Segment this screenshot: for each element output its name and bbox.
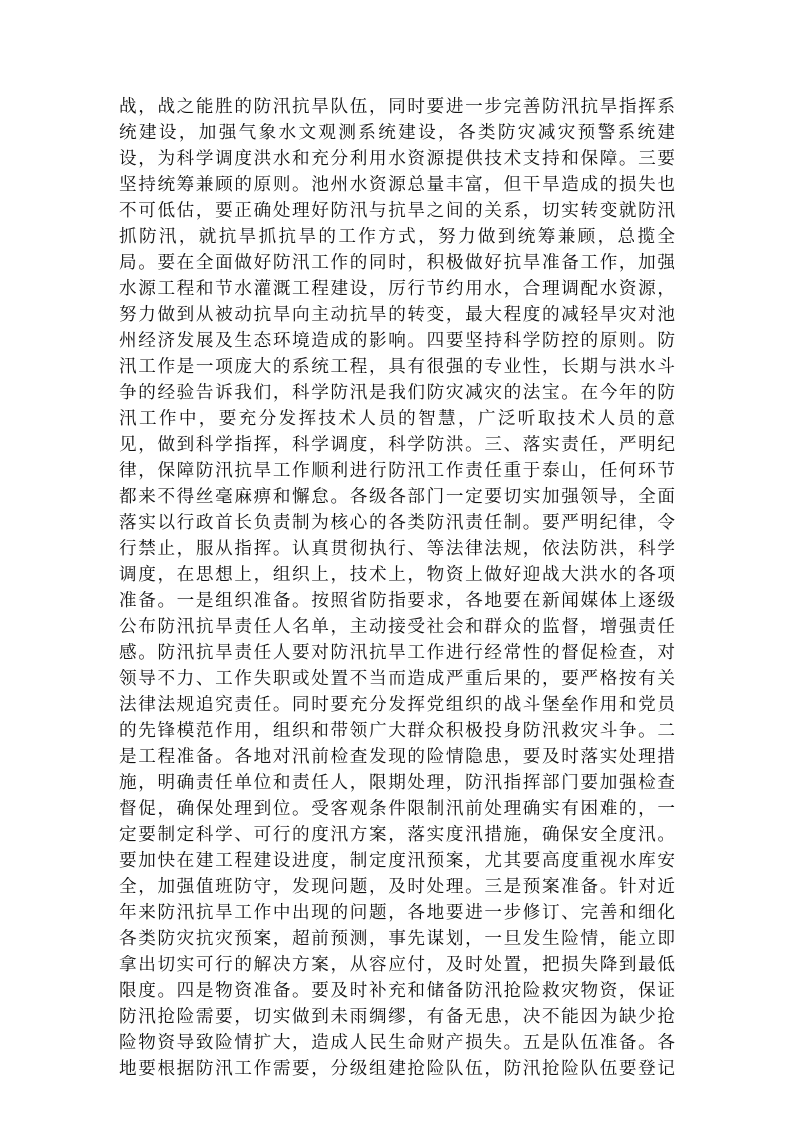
text-line: 领导不力、工作失职或处置不当而造成严重后果的，要严格按有关 <box>119 669 675 689</box>
text-line: 感。防汛抗旱责任人要对防汛抗旱工作进行经常性的督促检查，对 <box>119 643 675 663</box>
text-line: 统建设，加强气象水文观测系统建设，各类防灾减灾预警系统建 <box>119 123 675 143</box>
text-line: 抓防汛，就抗旱抓抗旱的工作方式，努力做到统筹兼顾，总揽全 <box>119 227 675 247</box>
text-line: 督促，确保处理到位。受客观条件限制汛前处理确实有困难的，一 <box>119 799 675 819</box>
text-line: 行禁止，服从指挥。认真贯彻执行、等法律法规，依法防洪，科学 <box>119 539 675 559</box>
text-line: 落实以行政首长负责制为核心的各类防汛责任制。要严明纪律，令 <box>119 513 675 533</box>
text-line: 险物资导致险情扩大，造成人民生命财产损失。五是队伍准备。各 <box>119 1033 675 1053</box>
text-line: 限度。四是物资准备。要及时补充和储备防汛抢险救灾物资，保证 <box>119 981 675 1001</box>
text-line: 各类防灾抗灾预案，超前预测，事先谋划，一旦发生险情，能立即 <box>119 929 675 949</box>
text-line: 公布防汛抗旱责任人名单，主动接受社会和群众的监督，增强责任 <box>119 617 675 637</box>
text-line: 汛工作是一项庞大的系统工程，具有很强的专业性，长期与洪水斗 <box>119 357 675 377</box>
text-line: 见，做到科学指挥，科学调度，科学防洪。三、落实责任，严明纪 <box>119 435 675 455</box>
text-line: 法律法规追究责任。同时要充分发挥党组织的战斗堡垒作用和党员 <box>119 695 675 715</box>
body-paragraph <box>119 94 675 1082</box>
text-line: 地要根据防汛工作需要，分级组建抢险队伍，防汛抢险队伍要登记 <box>119 1059 675 1079</box>
text-line: 都来不得丝毫麻痹和懈怠。各级各部门一定要切实加强领导，全面 <box>119 487 675 507</box>
text-line: 拿出切实可行的解决方案，从容应付，及时处置，把损失降到最低 <box>119 955 675 975</box>
text-line: 年来防汛抗旱工作中出现的问题，各地要进一步修订、完善和细化 <box>119 903 675 923</box>
text-line: 争的经验告诉我们，科学防汛是我们防灾减灾的法宝。在今年的防 <box>119 383 675 403</box>
text-line: 设，为科学调度洪水和充分利用水资源提供技术支持和保障。三要 <box>119 149 675 169</box>
text-line: 全，加强值班防守，发现问题，及时处理。三是预案准备。针对近 <box>119 877 675 897</box>
text-line: 要加快在建工程建设进度，制定度汛预案，尤其要高度重视水库安 <box>119 851 675 871</box>
text-line: 局。要在全面做好防汛工作的同时，积极做好抗旱准备工作，加强 <box>119 253 675 273</box>
text-line: 汛工作中，要充分发挥技术人员的智慧，广泛听取技术人员的意 <box>119 409 675 429</box>
text-line: 水源工程和节水灌溉工程建设，厉行节约用水，合理调配水资源， <box>119 279 675 299</box>
text-line: 战，战之能胜的防汛抗旱队伍，同时要进一步完善防汛抗旱指挥系 <box>119 97 675 117</box>
text-line: 施，明确责任单位和责任人，限期处理，防汛指挥部门要加强检查 <box>119 773 675 793</box>
text-line: 努力做到从被动抗旱向主动抗旱的转变，最大程度的减轻旱灾对池 <box>119 305 675 325</box>
text-line: 定要制定科学、可行的度汛方案，落实度汛措施，确保安全度汛。 <box>119 825 675 845</box>
text-line: 是工程准备。各地对汛前检查发现的险情隐患，要及时落实处理措 <box>119 747 675 767</box>
text-line: 准备。一是组织准备。按照省防指要求，各地要在新闻媒体上逐级 <box>119 591 675 611</box>
text-line: 防汛抢险需要，切实做到未雨绸缪，有备无患，决不能因为缺少抢 <box>119 1007 675 1027</box>
text-line: 调度，在思想上，组织上，技术上，物资上做好迎战大洪水的各项 <box>119 565 675 585</box>
text-line: 的先锋模范作用，组织和带领广大群众积极投身防汛救灾斗争。二 <box>119 721 675 741</box>
text-line: 坚持统筹兼顾的原则。池州水资源总量丰富，但干旱造成的损失也 <box>119 175 675 195</box>
text-line: 律，保障防汛抗旱工作顺利进行防汛工作责任重于泰山，任何环节 <box>119 461 675 481</box>
text-line: 不可低估，要正确处理好防汛与抗旱之间的关系，切实转变就防汛 <box>119 201 675 221</box>
text-line: 州经济发展及生态环境造成的影响。四要坚持科学防控的原则。防 <box>119 331 675 351</box>
